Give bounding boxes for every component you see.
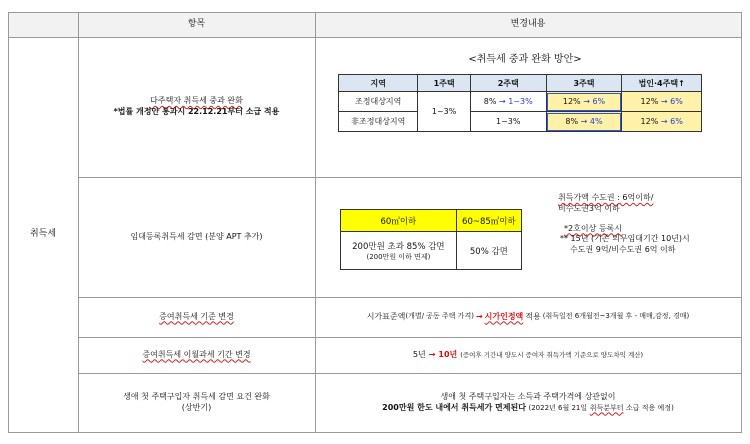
row1-item-line1: 다주택자 취득세 중과 완화: [150, 96, 243, 106]
note-1b: 비수도권3억 이하: [558, 203, 620, 213]
r1-region: 조정대상지역: [339, 92, 418, 112]
rental-c2: 50% 감면: [456, 232, 521, 270]
rental-notes: [558, 193, 738, 273]
row1-item: [78, 37, 315, 177]
plan-title: <취득세 중과 완화 방안>: [468, 53, 582, 65]
arrow: →: [428, 349, 436, 359]
arrow: →: [498, 97, 506, 106]
rental-table: [340, 209, 522, 270]
header-item: 항목: [187, 19, 206, 30]
r2-two: 1~3%: [470, 112, 546, 132]
grid-line: [741, 12, 742, 432]
row5-item-line2: (상반기): [181, 402, 212, 412]
row5-item-line1: 생애 첫 주택구입자 취득세 감면 요건 완화: [123, 391, 270, 401]
change-note: (취득일전 6개월전~3개월 후 - 매매,감정, 경매): [542, 312, 690, 321]
note-2: *2호이상 등록시: [564, 223, 623, 233]
row4-change: [315, 337, 741, 373]
change-new: 시가인정액: [484, 311, 524, 321]
th-four: 법인·4주택↑: [622, 75, 702, 92]
surcharge-table: [338, 74, 702, 132]
row3-change: [315, 297, 741, 337]
rental-h2: 60~85㎡이하: [456, 210, 521, 232]
r1-two: 8% → 1~3%: [470, 92, 546, 112]
category-label: 취득세: [29, 229, 57, 240]
row5-change-line2c: 취득분부터: [589, 403, 624, 412]
row4-item: 증여취득세 이월과세 기간 변경: [142, 349, 251, 359]
row2-item: 임대등록취득세 감면 (분양 APT 추가): [130, 231, 263, 241]
r1-four: 12% → 6%: [622, 92, 702, 112]
row5-change-line2d: 소급 적용 예정): [626, 403, 674, 412]
row5-item: [78, 373, 315, 432]
rental-h1: 60㎡이하: [341, 210, 457, 232]
th-two: 2주택: [470, 75, 546, 92]
to-years: 10년: [438, 349, 458, 359]
change-pre-small: (개별/ 공동 주택 가격): [405, 312, 474, 321]
r1-three: 12% → 6%: [546, 92, 622, 112]
rental-c1: 200만원 초과 85% 감면 (200만원 이하 면제): [341, 232, 457, 270]
th-region: 지역: [339, 75, 418, 92]
arrow: →: [475, 311, 483, 321]
row5-change-line2b: (2022년 6월 21일: [528, 403, 588, 412]
row5-change: [315, 373, 741, 432]
header-change: 변경내용: [510, 19, 546, 30]
r2-four: 12% → 6%: [622, 112, 702, 132]
row5-change-line1: 생애 첫 주택구입자는 소득과 주택가격에 상관없이: [440, 391, 616, 401]
th-three: 3주택: [546, 75, 622, 92]
r2-three: 8% → 4%: [546, 112, 622, 132]
change-pre: 시가표준액: [366, 311, 406, 321]
row1-item-line2: *법률 개정안 통과시 22.12.21부터 소급 적용: [113, 107, 280, 116]
note-3a: ** 15년 (기존 의무임대기간 10년)시: [560, 234, 690, 244]
row4-note: (증여후 기간내 양도시 증여자 취득가액 기준으로 양도차익 계산): [460, 350, 644, 359]
r2-region: 非조정대상지역: [339, 112, 418, 132]
th-one: 1주택: [418, 75, 470, 92]
note-3b: 수도권 9억/비수도권 6억 이하: [570, 245, 676, 255]
r1-one: 1~3%: [418, 92, 470, 132]
grid-line: [8, 432, 742, 433]
change-post: 적용: [525, 311, 541, 321]
row5-change-line2a: 200만원 한도 내에서 취득세가 면제된다: [382, 402, 526, 412]
note-1a: 취득가액 수도권 : 6억이하/: [558, 193, 654, 202]
row3-item: 증여취득세 기준 변경: [159, 311, 234, 321]
from-years: 5년: [412, 349, 426, 359]
